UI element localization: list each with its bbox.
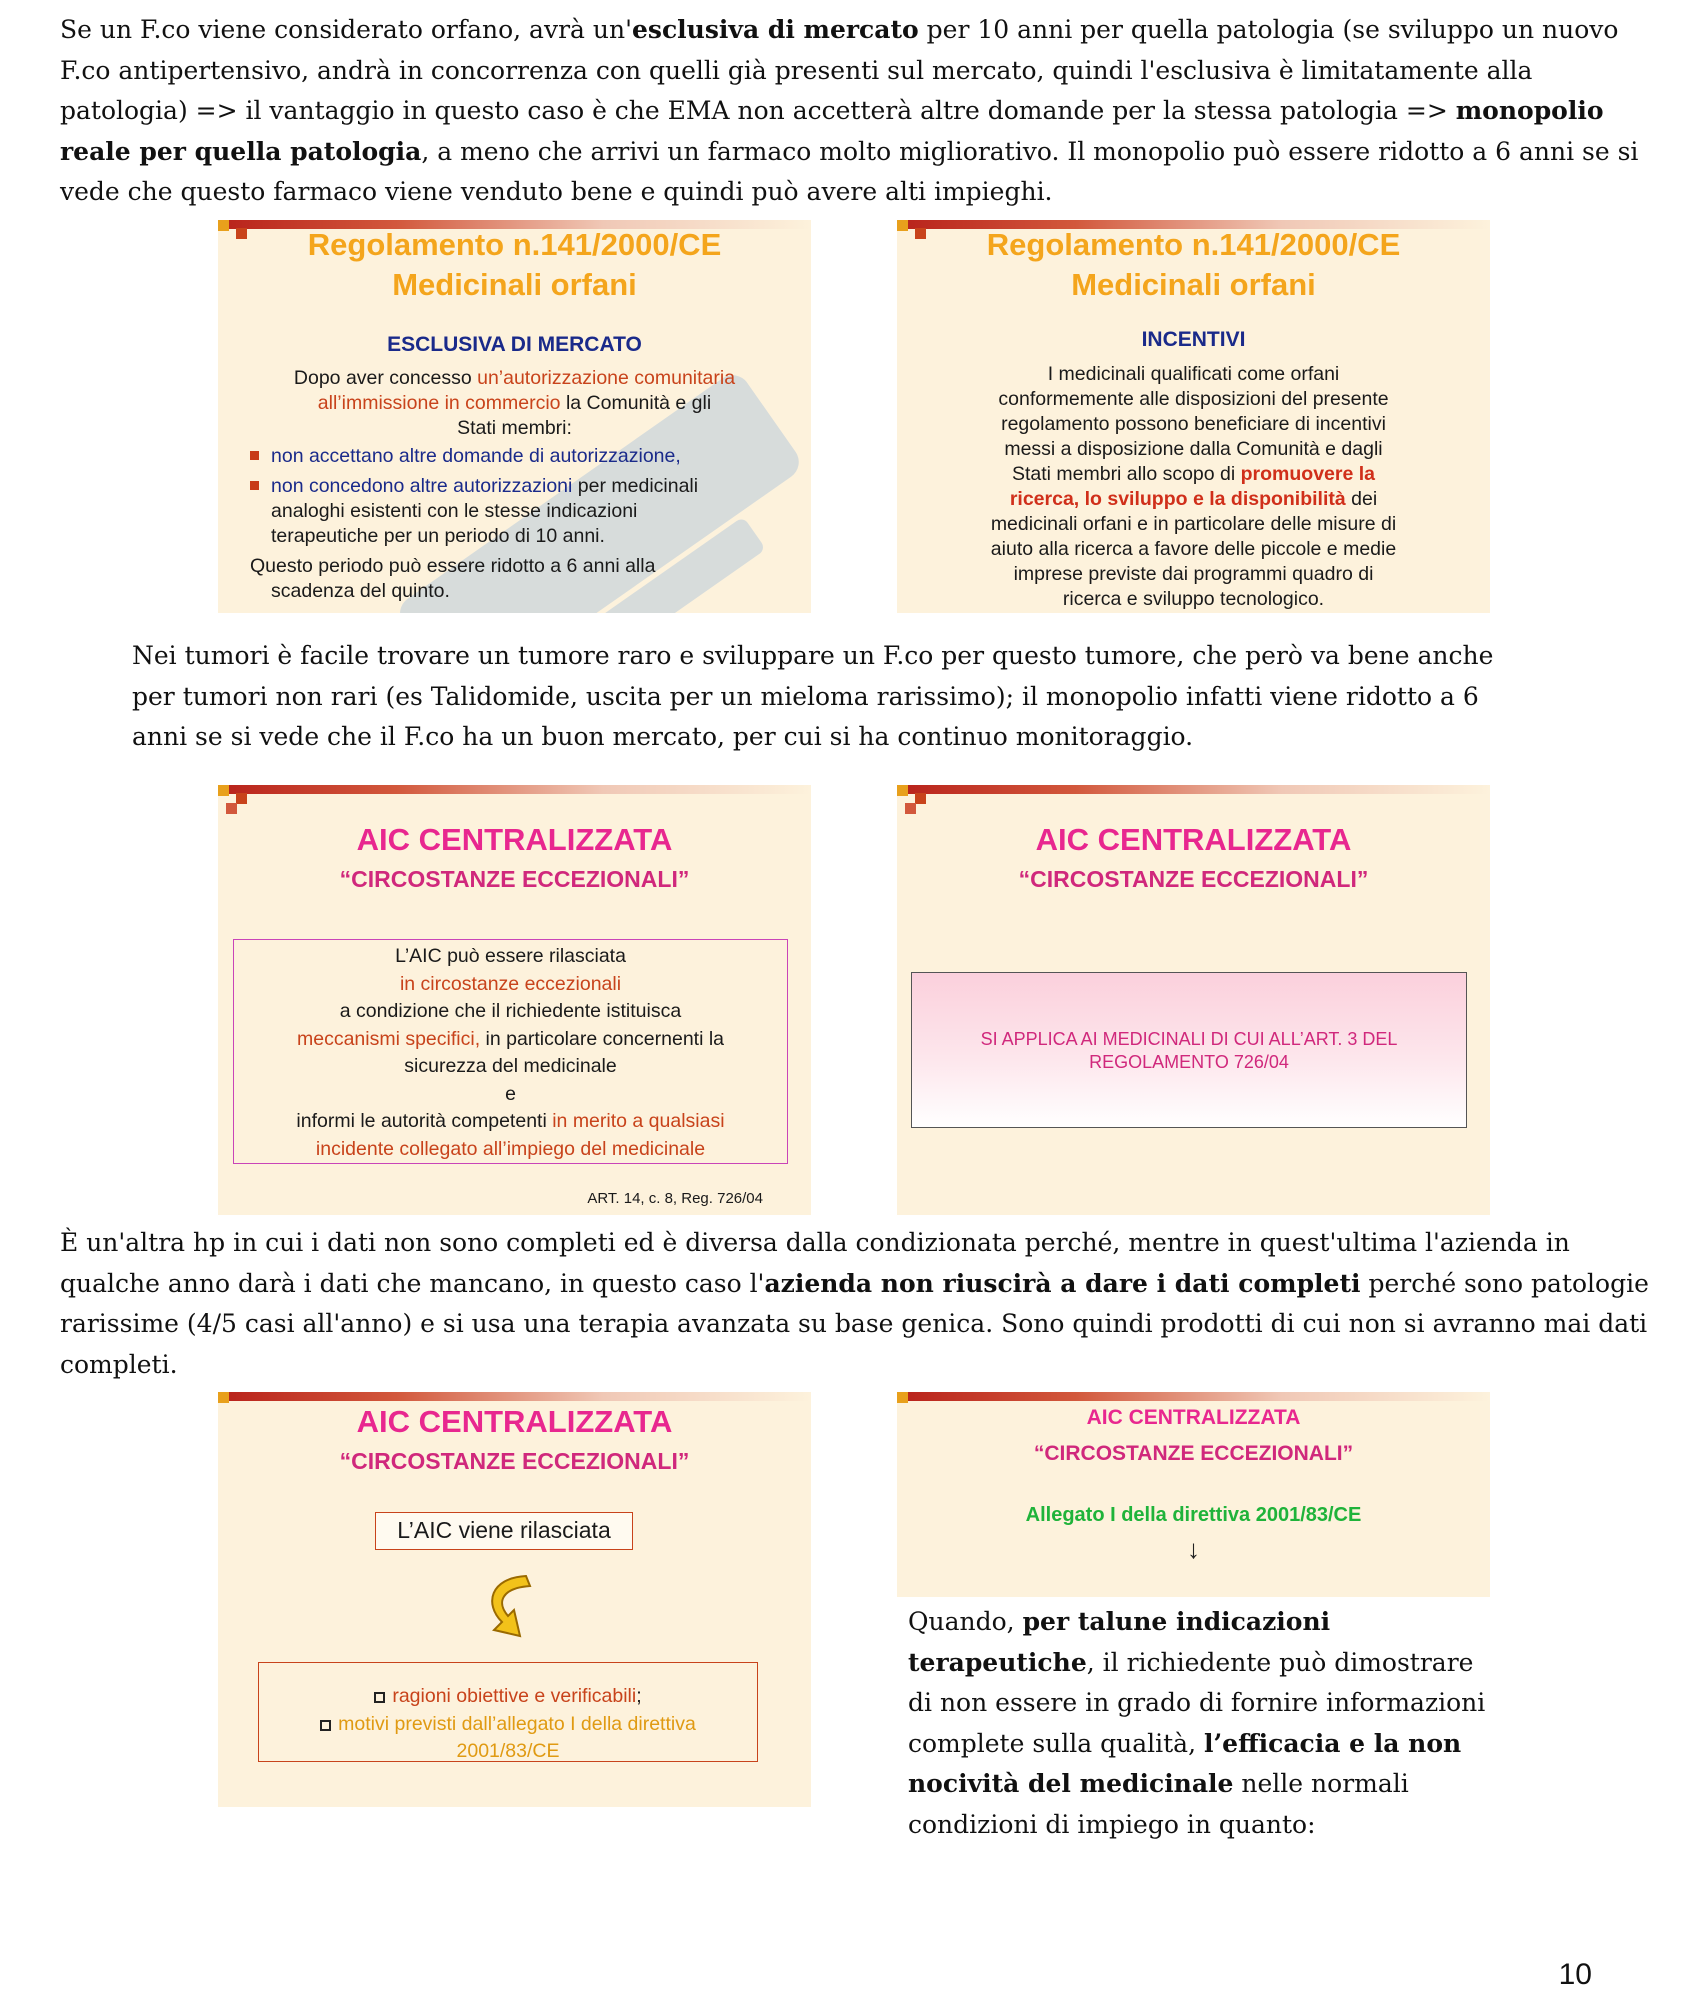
bullet-list: non accettano altre domande di autorizzazione, non concedono altre autorizzazioni per medicinali analoghi esistenti con le stesse indicazioni terapeutiche per un periodo di 10 anni. — [250, 444, 800, 549]
slide-aic-condizioni: AIC CENTRALIZZATA “CIRCOSTANZE ECCEZIONALI” L’AIC può essere rilasciata in circostanze eccezionali a condizione che il richiedente istituisca meccanismi specifici, in particolare concernenti la sicurezza del medicinale e informi le autorità competenti in merito a qualsiasi incidente collegato all’impiego del medicinale ART. 14, c. 8, Reg. 726/04 — [218, 785, 811, 1215]
allegato-reference: Allegato I della direttiva 2001/83/CE — [1025, 1504, 1362, 1526]
slide-title: AIC CENTRALIZZATA — [1035, 822, 1352, 857]
paragraph-quando: Quando, per talune indicazioni terapeutiche, il richiedente può dimostrare di non essere in grado di fornire informazioni complete sulla qualità, l’efficacia e la non nocività del medicinale nelle normali condizioni di impiego in quanto: — [908, 1607, 1486, 1839]
slide-title: AIC CENTRALIZZATA — [356, 822, 673, 857]
slide-subtitle: “CIRCOSTANZE ECCEZIONALI” — [1033, 1442, 1354, 1465]
paragraph-tumori: Nei tumori è facile trovare un tumore raro e sviluppare un F.co per questo tumore, che però va bene anche per tumori non rari (es Talidomide, uscita per un mieloma rarissimo); il monopolio infatti viene ridotto a 6 anni se si vede che il F.co ha un buon mercato, per cui si ha continuo monitoraggio. — [132, 641, 1494, 751]
slide-aic-applicazione — [897, 785, 1490, 1215]
slide-title: Regolamento n.141/2000/CE — [307, 227, 722, 262]
reference-note: ART. 14, c. 8, Reg. 726/04 — [587, 1190, 763, 1207]
square-bullet-icon — [250, 481, 259, 490]
slide-heading: ESCLUSIVA DI MERCATO — [387, 333, 642, 356]
slide-incentivi: Regolamento n.141/2000/CE Medicinali orfani INCENTIVI I medicinali qualificati come orfani conformemente alle disposizioni del presente regolamento possono beneficiare di incentivi messi a disposizione dalla Comunità e dagli Stati membri allo scopo di promuovere la ricerca, lo sviluppo e la disponibilità dei medicinali orfani e in particolare delle misure di aiuto alla ricerca a favore delle piccole e medie imprese previste dai programmi quadro di ricerca e sviluppo tecnologico. — [897, 220, 1490, 613]
list-item: non accettano altre domande di autorizzazione, — [250, 444, 800, 469]
reasons-box: ragioni obiettive e verificabili; motivi previsti dall’allegato I della direttiva 2001/83/CE — [258, 1662, 758, 1762]
aic-label-box: L’AIC viene rilasciata — [375, 1512, 633, 1550]
slide-heading: INCENTIVI — [1141, 328, 1246, 351]
applies-box: SI APPLICA AI MEDICINALI DI CUI ALL’ART. 3 DEL REGOLAMENTO 726/04 — [911, 972, 1467, 1128]
paragraph-intro: Se un F.co viene considerato orfano, avrà un'esclusiva di mercato per 10 anni per quella patologia (se sviluppo un nuovo F.co antipertensivo, andrà in concorrenza con quelli già presenti sul mercato, quindi l'esclusiva è limitatamente alla patologia) => il vantaggio in questo caso è che EMA non accetterà altre domande per la stessa patologia => monopolio reale per quella patologia, a meno che arrivi un farmaco molto migliorativo. Il monopolio può essere ridotto a 6 anni se si vede che questo farmaco viene venduto bene e quindi può avere alti impieghi. — [60, 15, 1639, 206]
square-bullet-icon — [250, 451, 259, 460]
slide-esclusiva-mercato: Regolamento n.141/2000/CE Medicinali orfani ESCLUSIVA DI MERCATO Dopo aver concesso un’autorizzazione comunitaria all’immissione in commercio la Comunità e gli Stati membri: non accettano altre domande di autorizzazione, non concedono altre autorizzazioni per medicinali analoghi esistenti con le stesse indicazioni terapeutiche per un periodo di 10 anni. Questo periodo può essere ridotto a 6 anni alla scadenza del quinto. — [218, 220, 811, 613]
slide-subtitle: Medicinali orfani — [1071, 267, 1316, 302]
slide-title: AIC CENTRALIZZATA — [356, 1404, 673, 1439]
curved-arrow-icon — [480, 1570, 536, 1642]
slide-subtitle: Medicinali orfani — [392, 267, 637, 302]
slide-subtitle: “CIRCOSTANZE ECCEZIONALI” — [339, 1448, 690, 1474]
slide-aic-rilascio — [218, 1392, 811, 1807]
slide-allegato — [897, 1392, 1490, 1597]
slide-subtitle: “CIRCOSTANZE ECCEZIONALI” — [339, 866, 690, 892]
checkbox-icon — [374, 1692, 385, 1703]
paragraph-dati-incompleti: È un'altra hp in cui i dati non sono completi ed è diversa dalla condizionata perché, mentre in quest'ultima l'azienda in qualche anno darà i dati che mancano, in questo caso l'azienda non riuscirà a dare i dati completi perché sono patologie rarissime (4/5 casi all'anno) e si usa una terapia avanzata su base genica. Sono quindi prodotti di cui non si avranno mai dati completi. — [60, 1228, 1649, 1379]
arrow-down-icon: ↓ — [1187, 1534, 1200, 1564]
page-number: 10 — [1558, 1958, 1592, 1991]
slide-subtitle: “CIRCOSTANZE ECCEZIONALI” — [1018, 866, 1369, 892]
slide-title: AIC CENTRALIZZATA — [1086, 1406, 1301, 1429]
checkbox-icon — [320, 1720, 331, 1731]
slide-title: Regolamento n.141/2000/CE — [986, 227, 1401, 262]
list-item: non concedono altre autorizzazioni per medicinali — [250, 474, 800, 499]
